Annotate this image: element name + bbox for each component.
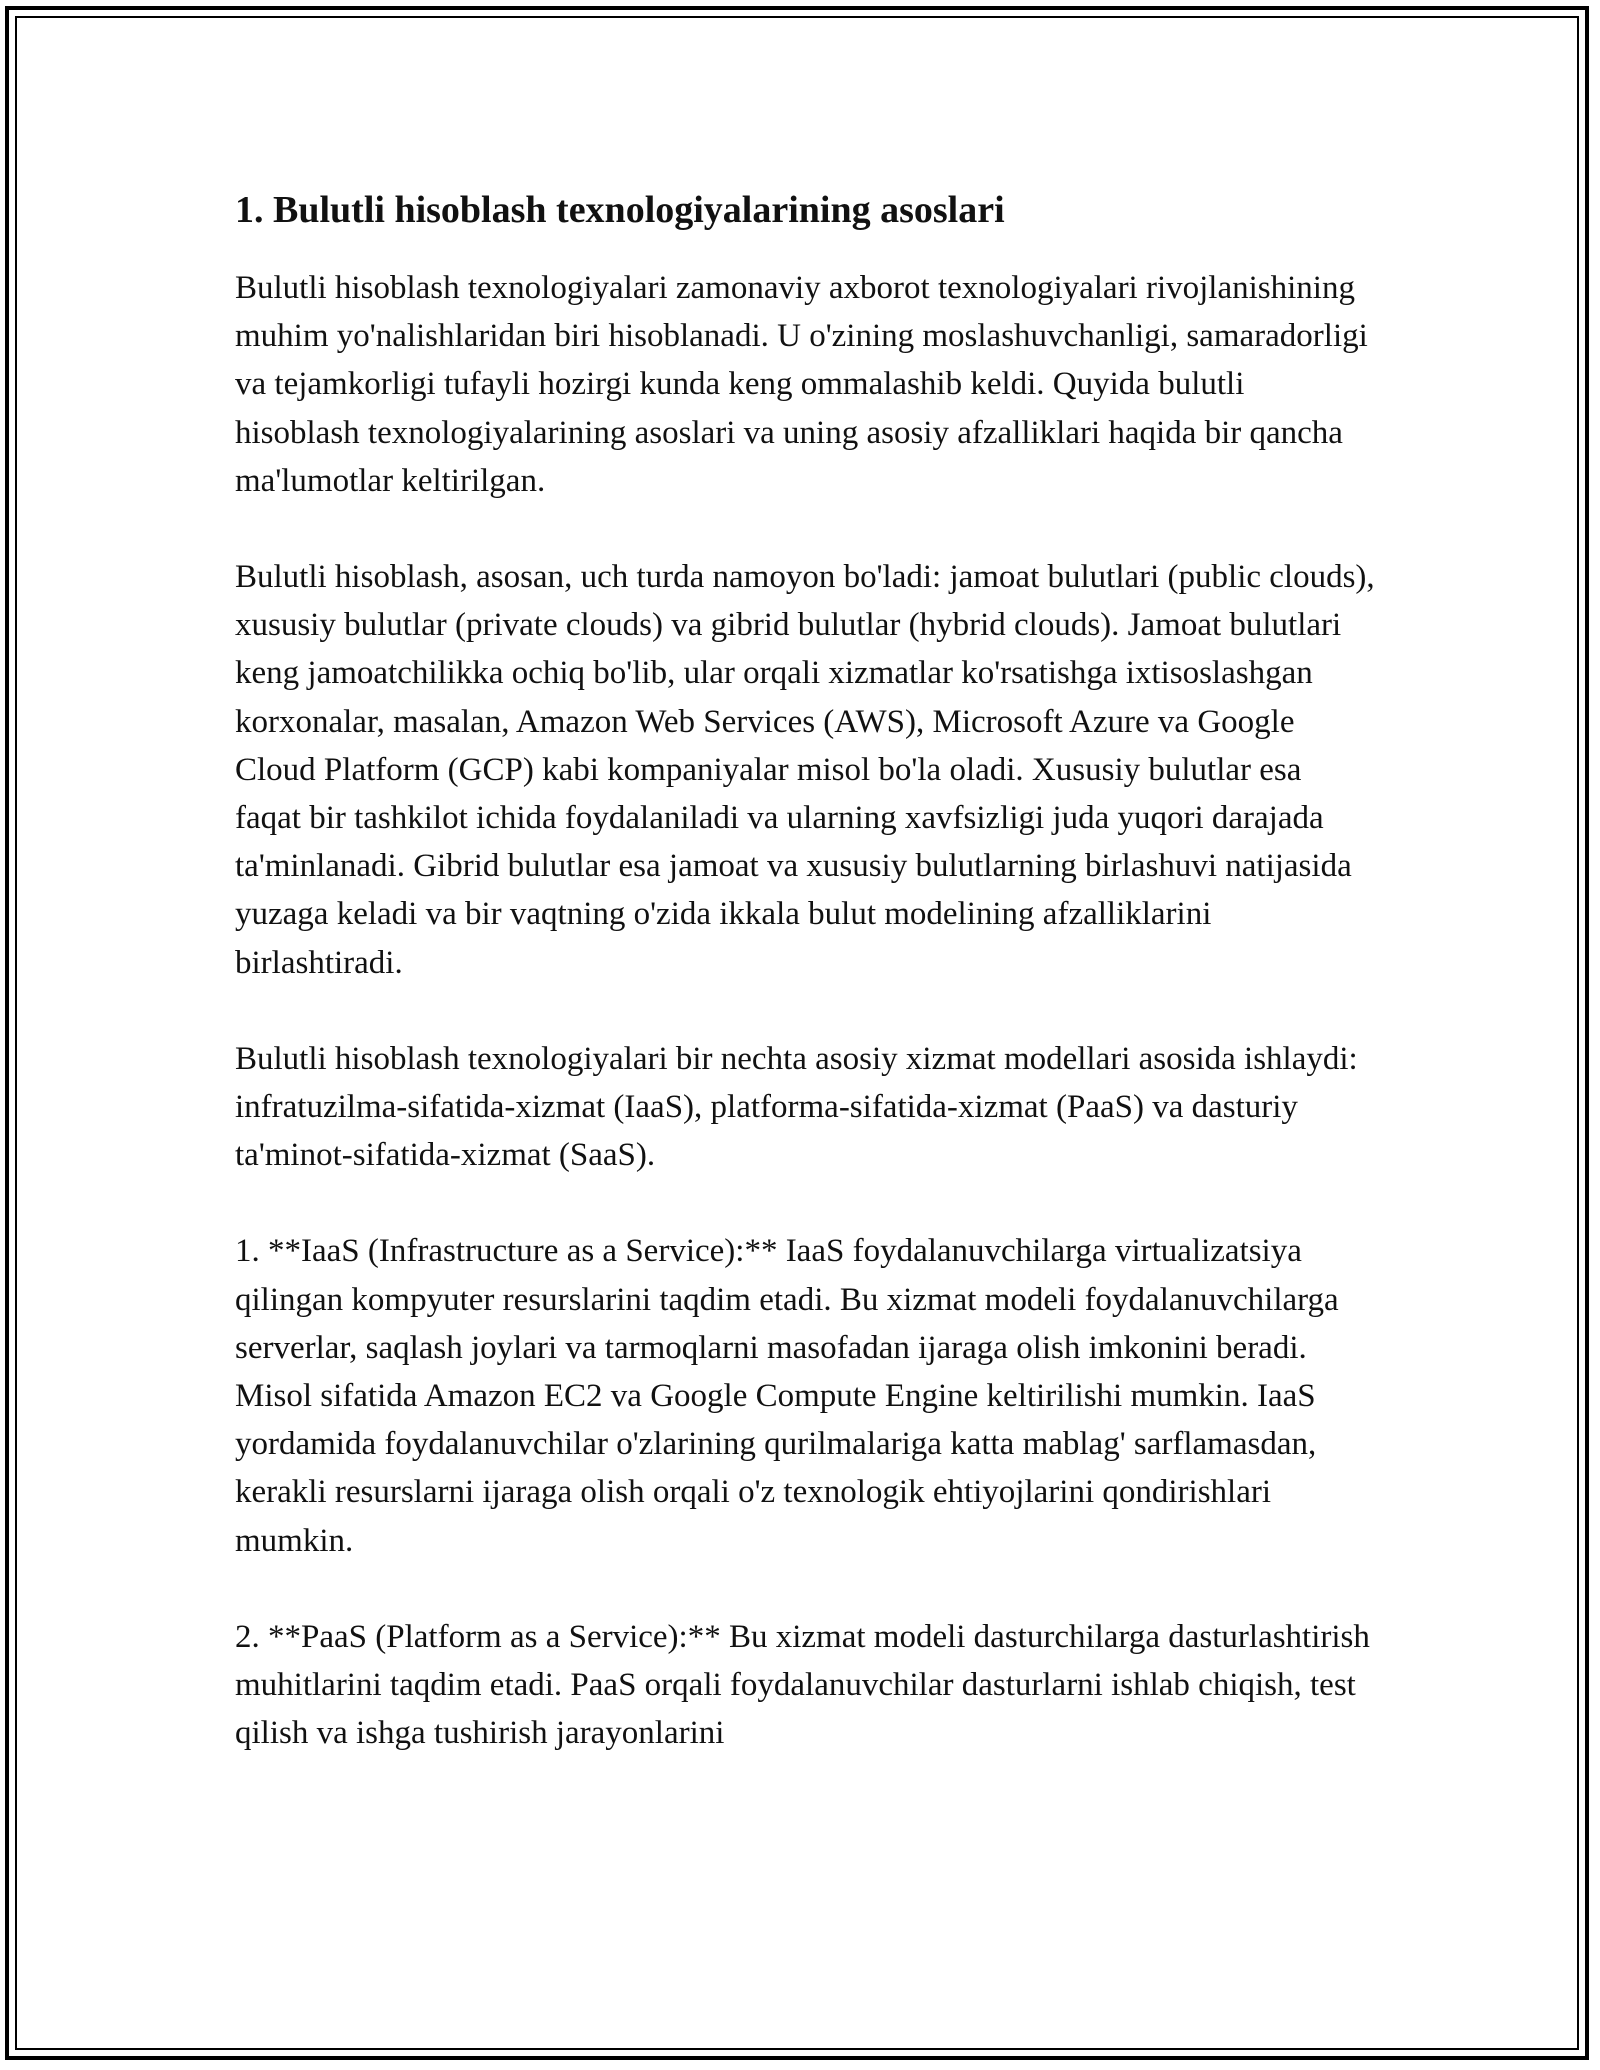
section-title: 1. Bulutli hisoblash texnologiyalarining asoslari <box>235 189 1005 231</box>
paragraph-service-models: Bulutli hisoblash texnologiyalari bir nechta asosiy xizmat modellari asosida ishlaydi: infratuzilma-sifatida-xizmat (IaaS), platforma-sifatida-xizmat (PaaS) va dasturiy ta'minot-sifatida-xizmat (SaaS). <box>235 1040 1358 1174</box>
paragraph-cloud-types: Bulutli hisoblash, asosan, uch turda namoyon bo'ladi: jamoat bulutlari (public clouds), xususiy bulutlar (private clouds) va gibrid bulutlar (hybrid clouds). Jamoat bulutlari keng jamoatchilikka ochiq bo'lib, ular orqali xizmatlar ko'rsatishga ixtisoslashgan korxonalar, masalan, Amazon Web Services (AWS), Microsoft Azure va Google Cloud Platform (GCP) kabi kompaniyalar misol bo'la oladi. Xususiy bulutlar esa faqat bir tashkilot ichida foydalaniladi va ularning xavfsizligi juda yuqori darajada ta'minlanadi. Gibrid bulutlar esa jamoat va xususiy bulutlarning birlashuvi natijasida yuzaga keladi va bir vaqtning o'zida ikkala bulut modelining afzalliklarini birlashtiradi. <box>235 559 1375 981</box>
paragraph-paas: 2. **PaaS (Platform as a Service):** Bu xizmat modeli dasturchilarga dasturlashtirish muhitlarini taqdim etadi. PaaS orqali foydalanuvchilar dasturlarni ishlab chiqish, test qilish va ishga tushirish jarayonlarini <box>235 1618 1370 1752</box>
paragraph-iaas: 1. **IaaS (Infrastructure as a Service):** IaaS foydalanuvchilarga virtualizatsiya qilingan kompyuter resurslarini taqdim etadi. Bu xizmat modeli foydalanuvchilarga serverlar, saqlash joylari va tarmoqlarni masofadan ijaraga olish imkonini beradi. Misol sifatida Amazon EC2 va Google Compute Engine keltirilishi mumkin. IaaS yordamida foydalanuvchilar o'zlarining qurilmalariga katta mablag' sarflamasdan, kerakli resurslarni ijaraga olish orqali o'z texnologik ehtiyojlarini qondirishlari mumkin. <box>235 1233 1339 1559</box>
document-body <box>235 188 1375 1805</box>
paragraph-intro: Bulutli hisoblash texnologiyalari zamonaviy axborot texnologiyalari rivojlanishining muhim yo'nalishlaridan biri hisoblanadi. U o'zining moslashuvchanligi, samaradorligi va tejamkorligi tufayli hozirgi kunda keng ommalashib keldi. Quyida bulutli hisoblash texnologiyalarining asoslari va uning asosiy afzalliklari haqida bir qancha ma'lumotlar keltirilgan. <box>235 270 1368 499</box>
